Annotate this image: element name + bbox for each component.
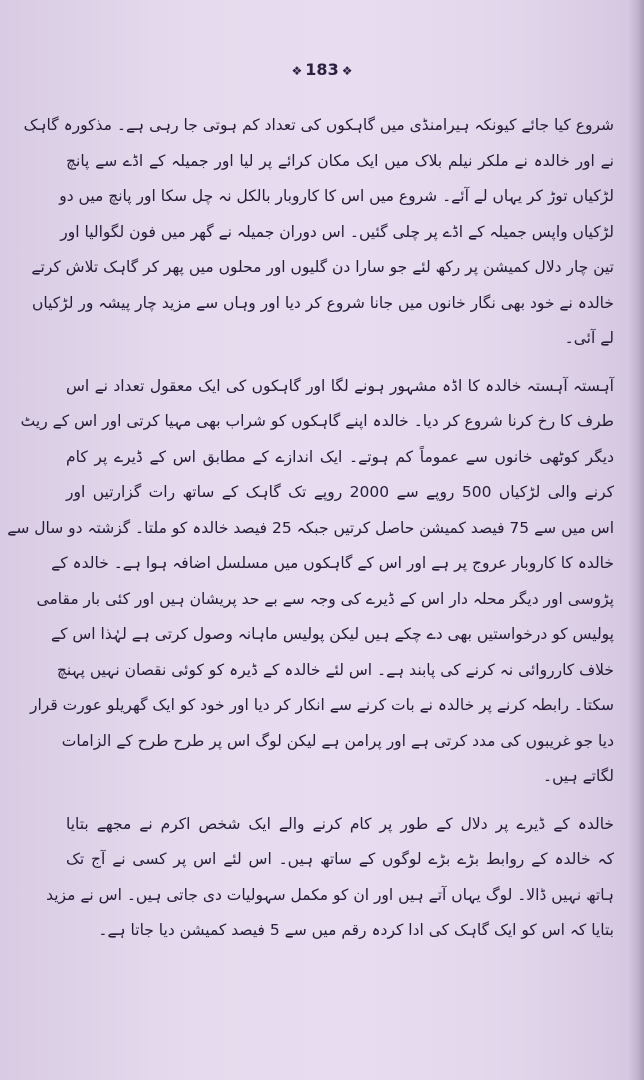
- text-line: سکتا۔ رابطہ کرنے پر خالدہ نے بات کرنے سے انکار کر دیا اور خود کو ایک گھریلو عورت قرار: [30, 696, 614, 714]
- ornament-right-icon: ❖: [341, 64, 353, 78]
- paragraph-gap: [66, 795, 614, 807]
- text-line: خالدہ نے خود بھی نگار خانوں میں جانا شروع کر دیا اور وہاں سے مزید چار پیشہ ور لڑکیاں: [32, 293, 614, 312]
- text-line: پولیس کو درخواستیں بھی دے چکے ہیں لیکن پولیس ماہانہ وصول کرتی ہے لہٰذا اس کے: [51, 625, 614, 643]
- paragraph-3: [46, 807, 614, 949]
- text-line: آہستہ آہستہ خالدہ کا اڈہ مشہور ہونے لگا اور گاہکوں کی ایک معقول تعداد نے اس: [66, 376, 614, 395]
- text-line: لے آئی۔: [564, 329, 614, 347]
- text-line: ہاتھ نہیں ڈالا۔ لوگ یہاں آتے ہیں اور ان کو مکمل سہولیات دی جاتی ہیں۔ اس نے مزید: [46, 885, 614, 904]
- text-line: دیگر کوٹھی خانوں سے عموماً کم ہوتے۔ ایک اندازے کے مطابق اس کے ڈیرے پر کام: [66, 447, 614, 466]
- paragraph-1: [23, 108, 614, 357]
- text-line: بتایا کہ اس کو ایک گاہک کی ادا کردہ رقم میں سے 5 فیصد کمیشن دیا جاتا ہے۔: [98, 921, 614, 939]
- page-number: [0, 60, 644, 79]
- body-text: [7, 108, 615, 949]
- text-line: نے اور خالدہ نے ملکر نیلم بلاک میں ایک مکان کرائے پر لیا اور جمیلہ کے اڈے سے پانچ: [66, 151, 614, 170]
- paragraph-2: [7, 369, 615, 795]
- page-number-text: 183: [305, 60, 339, 79]
- ornament-left-icon: ❖: [291, 64, 303, 78]
- text-line: دیا جو غریبوں کی مدد کرتی ہے اور پرامن ہے لیکن لوگ اس پر طرح طرح کے الزامات: [61, 731, 614, 750]
- text-line: کہ خالدہ کے روابط بڑے بڑے لوگوں کے ساتھ ہیں۔ اس لئے اس پر کسی نے آج تک: [66, 850, 614, 868]
- text-line: کرنے والی لڑکیاں 500 روپے سے 2000 روپے تک گاہک کے ساتھ رات گزارتیں اور: [66, 483, 615, 501]
- text-line: خالدہ کا کاروبار عروج پر ہے اور اس کے گاہکوں میں مسلسل اضافہ ہوا ہے۔ خالدہ کے: [51, 554, 614, 572]
- text-line: پڑوسی اور دیگر محلہ دار اس کے ڈیرے کی وجہ سے بے حد پریشان ہیں اور کئی بار مقامی: [36, 589, 614, 608]
- text-line: تین چار دلال کمیشن پر رکھ لئے جو سارا دن گلیوں اور محلوں میں پھر کر گاہک تلاش کرتے: [31, 258, 614, 276]
- text-line: لگاتے ہیں۔: [543, 767, 614, 785]
- text-line: خلاف کارروائی نہ کرنے کی پابند ہے۔ اس لئے خالدہ کے ڈیرہ کو کوئی نقصان نہیں پہنچ: [56, 660, 614, 679]
- page-gutter-shadow: [628, 0, 644, 1080]
- text-line: لڑکیاں توڑ کر یہاں لے آئے۔ شروع میں اس کا کاروبار بالکل نہ چل سکا اور پانچ میں دو: [59, 187, 614, 205]
- text-line: اس میں سے 75 فیصد کمیشن حاصل کرتیں جبکہ 25 فیصد خالدہ کو ملتا۔ گزشتہ دو سال سے: [7, 518, 614, 537]
- text-line: خالدہ کے ڈیرے پر دلال کے طور پر کام کرنے والے ایک شخص اکرم نے مجھے بتایا: [66, 814, 614, 833]
- text-line: شروع کیا جائے کیونکہ ہیرامنڈی میں گاہکوں کی تعداد کم ہوتی جا رہی ہے۔ مذکورہ گاہک: [23, 116, 614, 134]
- text-line: لڑکیاں واپس جمیلہ کے اڈے پر چلی گئیں۔ اس دوران جمیلہ نے گھر میں فون لگوالیا اور: [60, 222, 614, 241]
- text-line: طرف کا رخ کرنا شروع کر دیا۔ خالدہ اپنے گاہکوں کو شراب بھی مہیا کرتی اور اس کے ریٹ: [20, 412, 614, 430]
- paragraph-gap: [66, 357, 614, 369]
